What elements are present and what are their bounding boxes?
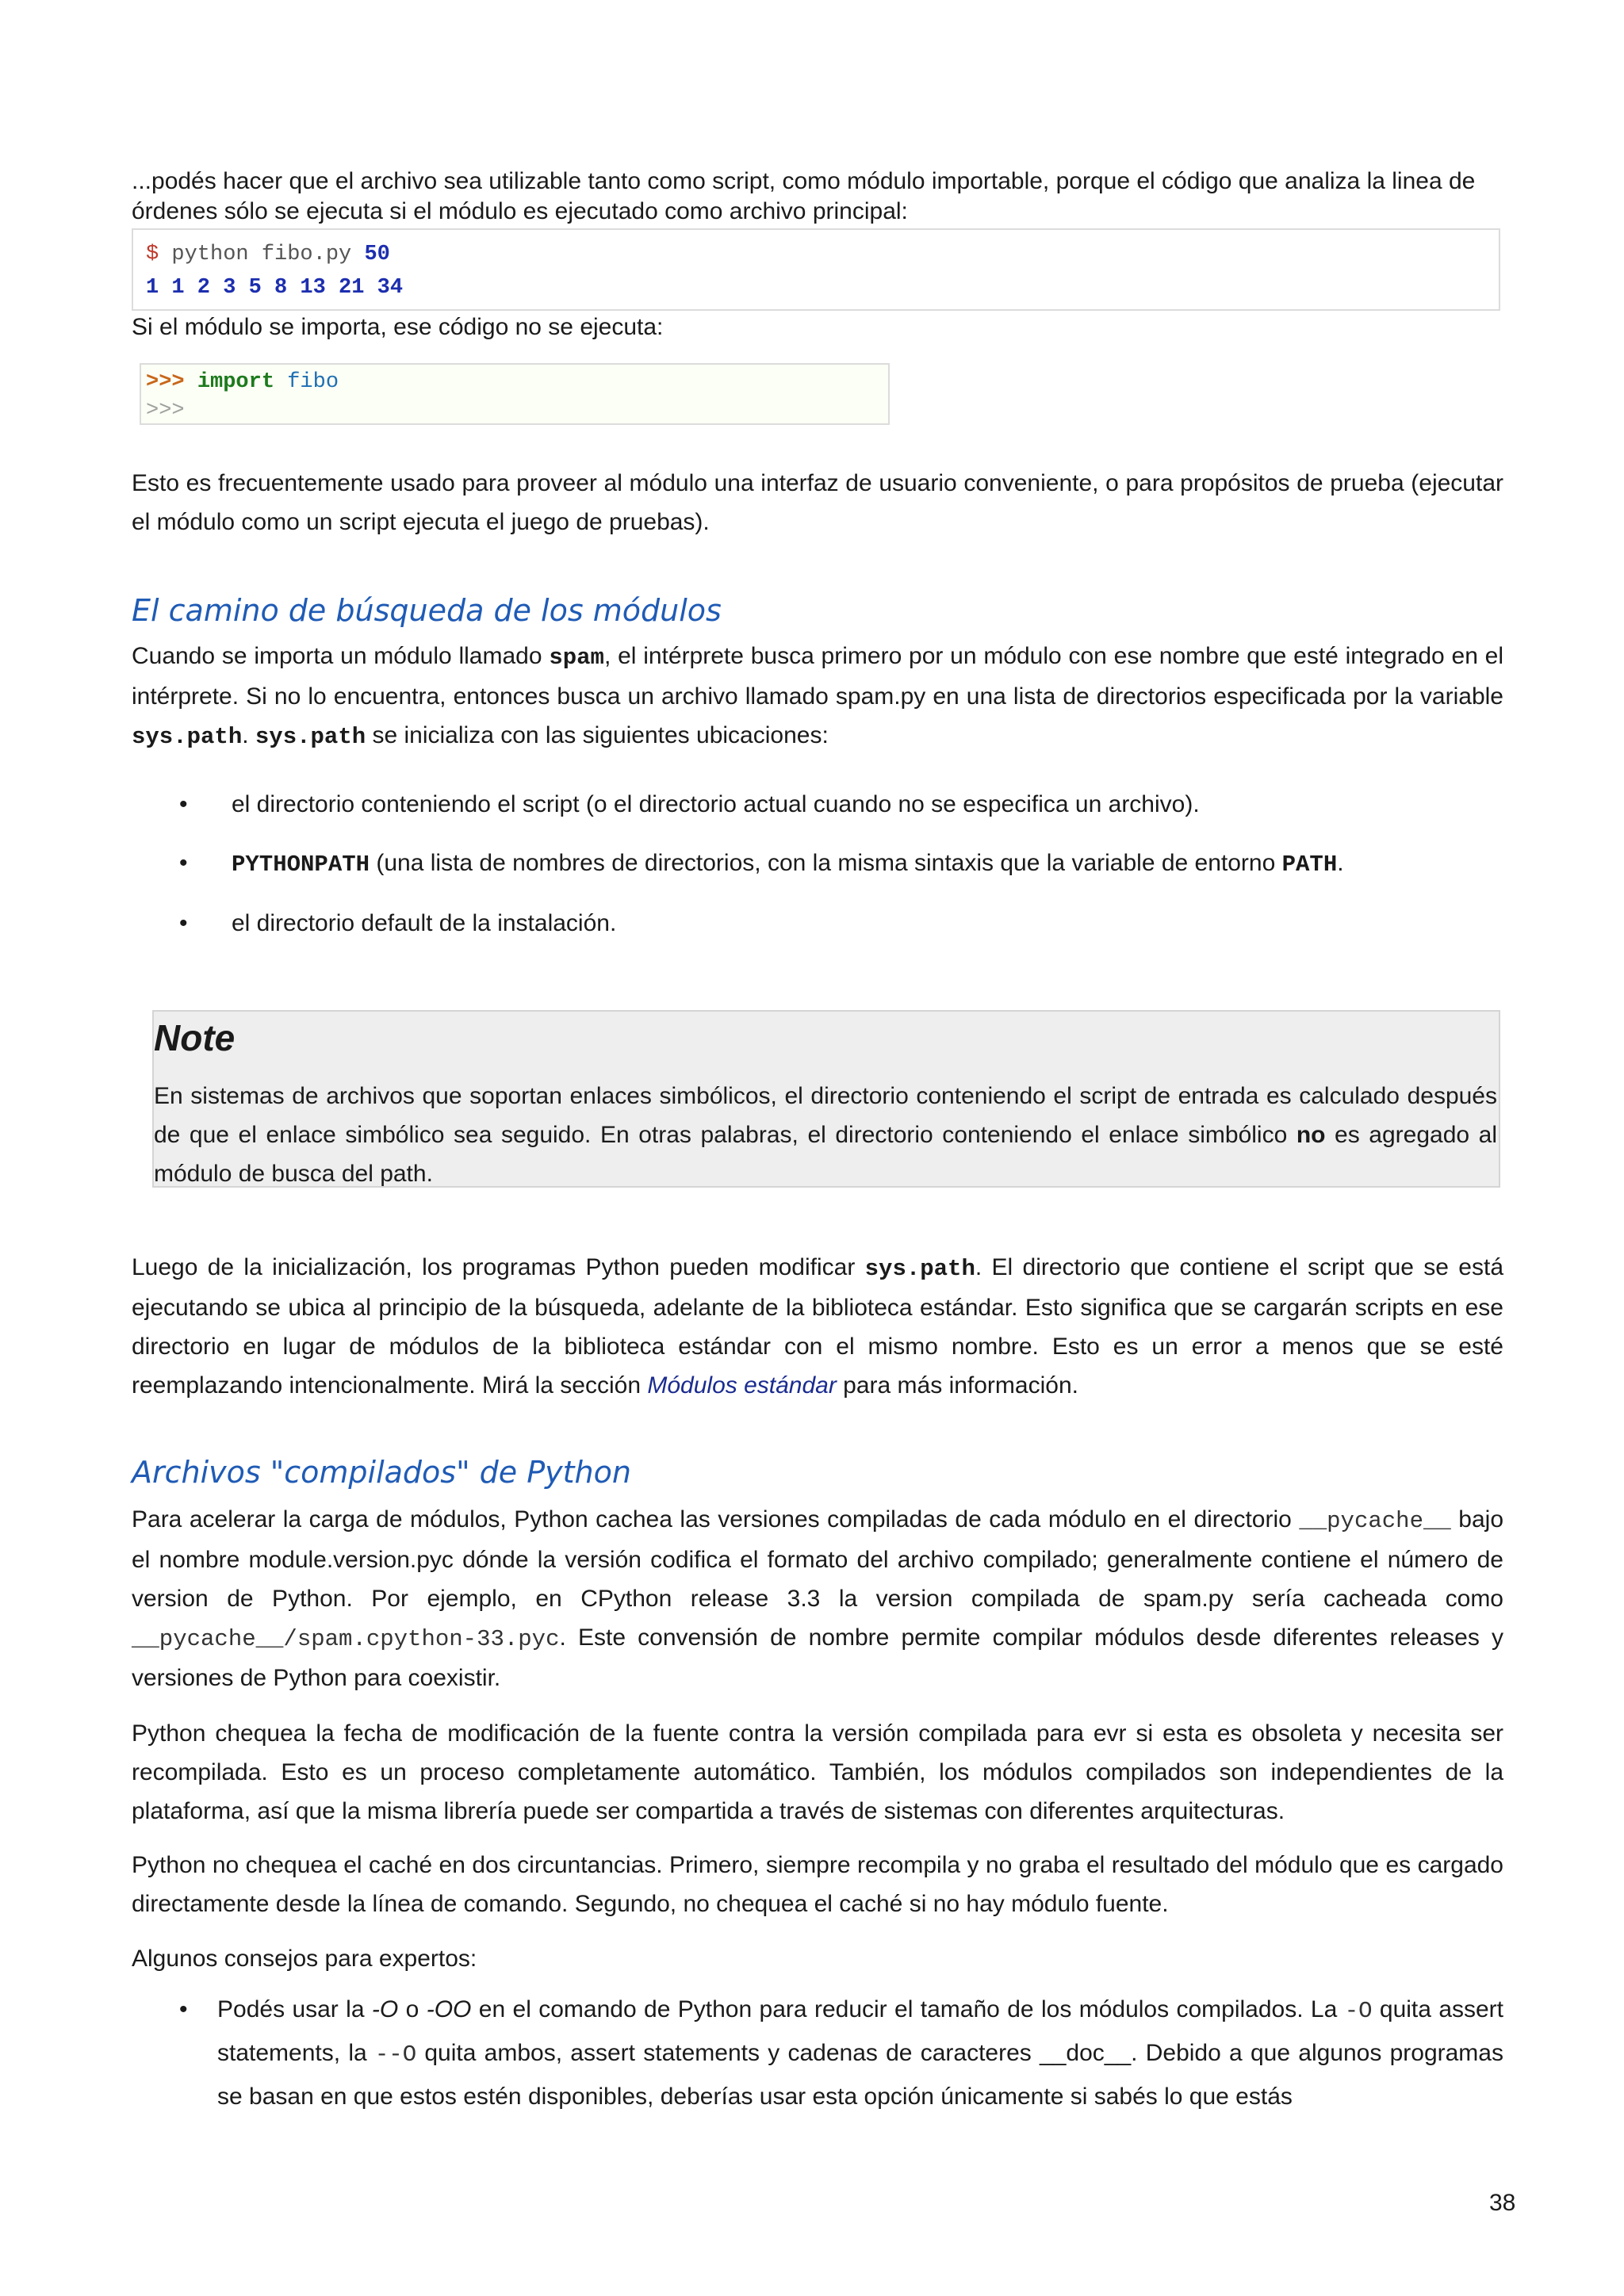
text-run: bajo el nombre module.version.pyc dónde la versión codifica el formato del archivo compilado; generalmente contiene el número de version de Python. Por ejemplo, en CPython release 3.3 la version compilada de spam.py sería cacheada como [132, 1506, 1504, 1612]
inline-code-pythonpath: PYTHONPATH [232, 851, 370, 878]
heading-module-search-path: El camino de búsqueda de los módulos [132, 593, 722, 628]
import-intro-text: Si el módulo se importa, ese código no se ejecuta: [132, 314, 664, 340]
python-prompt: >>> [146, 370, 185, 394]
inline-code-sys-path: sys.path [255, 724, 366, 750]
text-run: . [1337, 850, 1344, 876]
paragraph-no-chequea: Python no chequea el caché en dos circuntancias. Primero, siempre recompila y no graba el resultado del módulo que es cargado directamente desde la línea de comando. Segundo, no chequea el caché si no hay módulo fuente. [132, 1852, 1503, 1917]
list-item [132, 908, 1503, 939]
python-import-line [146, 368, 883, 396]
heading-compiled-files: Archivos "compilados" de Python [132, 1455, 631, 1490]
list-item-text [217, 1988, 1503, 2118]
text-run: quita ambos, assert statements y cadenas de caracteres __doc__. Debido a que algunos programas se basan en que estos estén disponibles, deberías usar esta opción únicamente si sabés lo que estás [217, 2040, 1503, 2110]
note-body [154, 1077, 1497, 1193]
list-item [132, 1988, 1503, 2118]
python-prompt-empty: >>> [146, 399, 185, 423]
text-run: se inicializa con las siguientes ubicaciones: [366, 722, 829, 748]
paragraph-chequea: Python chequea la fecha de modificación de la fuente contra la versión compilada para evr si esta es obsoleta y necesita ser recompilada. Esto es un proceso completamente automático. También, los módulos compilados son independientes de la plataforma, así que la misma librería puede ser compartida a través de sistemas con diferentes arquitecturas. [132, 1720, 1503, 1824]
paragraph-pycache [132, 1500, 1503, 1697]
option-OO: -OO [426, 1996, 472, 2022]
inline-code-sys-path: sys.path [132, 724, 243, 750]
shell-command: python fibo.py [171, 243, 352, 266]
text-run: Cuando se importa un módulo llamado [132, 643, 550, 669]
list-item-text: el directorio conteniendo el script (o el directorio actual cuando no se especifica un archivo). [232, 791, 1200, 817]
python-code-block [140, 363, 890, 425]
link-modulos-estandar[interactable]: Módulos estándar [647, 1372, 837, 1399]
inline-code-sys-path: sys.path [864, 1256, 975, 1282]
bullet-icon: • [179, 850, 188, 876]
bullet-icon: • [179, 1996, 188, 2022]
text-run: . [242, 722, 255, 748]
expert-tips-list [132, 1988, 1503, 2145]
python-keyword: import [197, 370, 275, 394]
inline-code-pyc-path: __pycache__/spam.cpython-33.pyc [132, 1626, 560, 1652]
text-run: Podés usar la [217, 1996, 372, 2022]
option-O: -O [371, 1996, 399, 2022]
note-bold-no: no [1296, 1122, 1326, 1148]
text-run: En sistemas de archivos que soportan enlaces simbólicos, el directorio conteniendo el script de entrada es calculado después de que el enlace simbólico sea seguido. En otras palabras, el directorio conteniendo el enlace simbólico [154, 1083, 1497, 1148]
list-item-text: el directorio default de la instalación. [232, 910, 617, 936]
shell-code-block [132, 228, 1500, 311]
text-run: para más información. [836, 1372, 1078, 1399]
paragraph-consejos: Algunos consejos para expertos: [132, 1946, 477, 1972]
list-item [132, 848, 1503, 881]
search-path-list [132, 789, 1503, 966]
intro-paragraph: ...podés hacer que el archivo sea utilizable tanto como script, como módulo importable, porque el código que analiza la linea de órdenes sólo se ejecuta si el módulo es ejecutado como archivo principal: [132, 168, 1476, 224]
note-title: Note [154, 1017, 236, 1058]
page-number: 38 [1489, 2190, 1516, 2216]
inline-code-O: -O [1344, 1998, 1373, 2024]
shell-prompt: $ [146, 243, 159, 266]
inline-code-path: PATH [1281, 851, 1338, 878]
text-run: o [398, 1996, 427, 2022]
paragraph-luego [132, 1248, 1503, 1405]
shell-argument: 50 [364, 243, 390, 266]
bullet-icon: • [179, 910, 188, 936]
text-run: . El directorio que contiene el script que se está ejecutando se ubica al principio de la búsqueda, adelante de la biblioteca estándar. Esto significa que se cargarán scripts en ese directorio en lugar de módulos de la biblioteca estándar con el mismo nombre. Esto es un error a menos que se esté reemplazando intencionalmente. Mirá la sección [132, 1254, 1503, 1399]
text-run: Luego de la inicialización, los programas Python pueden modificar [132, 1254, 865, 1280]
shell-output: 1 1 2 3 5 8 13 21 34 [146, 276, 404, 300]
text-run: es agregado al módulo de busca del path. [154, 1122, 1497, 1187]
text-run: Para acelerar la carga de módulos, Python cachea las versiones compiladas de cada módulo en el directorio [132, 1506, 1300, 1533]
inline-code-spam: spam [549, 645, 604, 671]
paragraph-frecuente: Esto es frecuentemente usado para proveer al módulo una interfaz de usuario conveniente, o para propósitos de prueba (ejecutar el módulo como un script ejecuta el juego de pruebas). [132, 470, 1503, 535]
text-run: quita assert statements, la [217, 1996, 1504, 2066]
paragraph-search-path [132, 637, 1503, 756]
list-item [132, 789, 1503, 821]
shell-command-line [146, 238, 1486, 271]
note-box [152, 1010, 1500, 1188]
text-run: . Este convensión de nombre permite compilar módulos desde diferentes releases y versiones de Python para coexistir. [132, 1624, 1503, 1691]
text-run: , el intérprete busca primero por un módulo con ese nombre que esté integrado en el intérprete. Si no lo encuentra, entonces busca un archivo llamado spam.py en una lista de directorios especificada por la variable [132, 643, 1504, 710]
python-module-name: fibo [287, 370, 339, 394]
list-item-text: (una lista de nombres de directorios, con la misma sintaxis que la variable de entorno [370, 850, 1282, 876]
text-run: en el comando de Python para reducir el tamaño de los módulos compilados. La [471, 1996, 1345, 2022]
inline-code-pycache: __pycache__ [1299, 1508, 1451, 1534]
bullet-icon: • [179, 791, 188, 817]
inline-code-OO: --O [374, 2042, 417, 2068]
